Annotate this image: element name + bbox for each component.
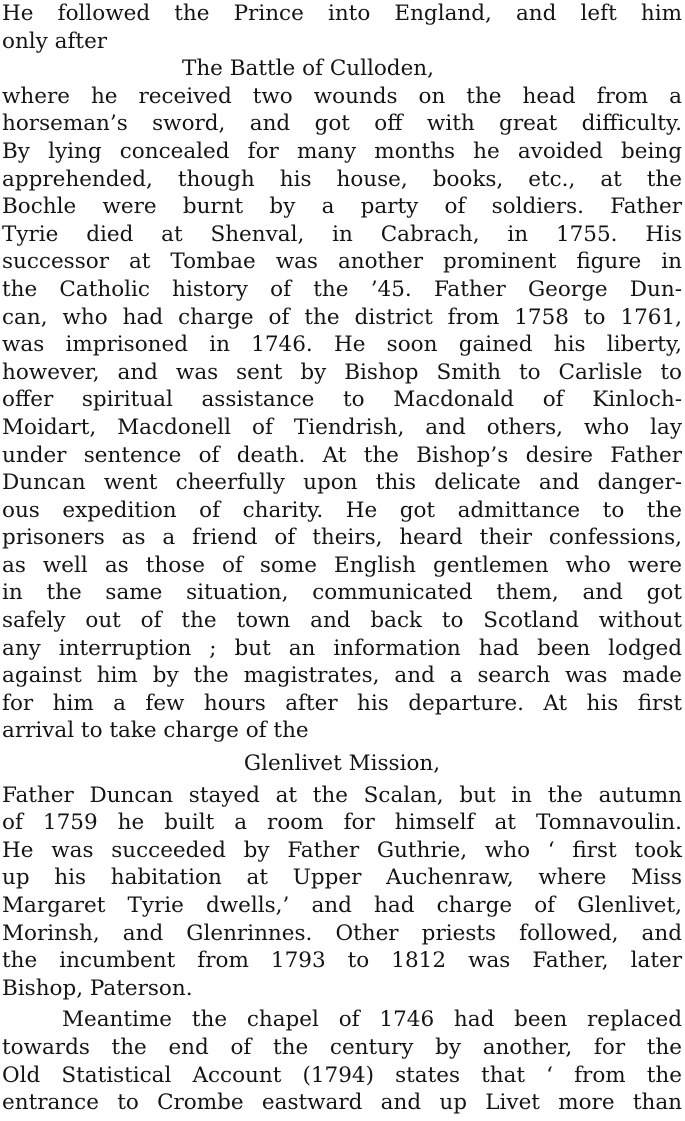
text-line: arrival to take charge of the <box>2 718 309 744</box>
text-line: of 1759 he built a room for himself at Tomnavoulin. <box>2 810 682 836</box>
text-line: the incumbent from 1793 to 1812 was Father, later <box>2 948 682 974</box>
text-line: where he received two wounds on the head from a <box>2 83 682 109</box>
section-heading: Glenlivet Mission, <box>243 751 441 777</box>
text-line: in the same situation, communicated them, and got <box>2 580 682 606</box>
text-line: prisoners as a friend of theirs, heard their confessions, <box>2 525 682 551</box>
text-line: He followed the Prince into England, and left him <box>2 1 682 26</box>
text-line: entrance to Crombe eastward and up Livet more than <box>2 1090 682 1116</box>
text-line: towards the end of the century by another, for the <box>2 1034 682 1060</box>
text-line: against him by the magistrates, and a search was made <box>2 663 682 689</box>
text-line: Bishop, Paterson. <box>2 975 193 1001</box>
text-line: Father Duncan stayed at the Scalan, but in the autumn <box>2 782 682 808</box>
text-line: only after <box>2 28 108 54</box>
text-line: Meantime the chapel of 1746 had been replaced <box>62 1007 682 1033</box>
section-heading: The Battle of Culloden, <box>182 56 434 82</box>
text-line: was imprisoned in 1746. He soon gained his liberty, <box>2 332 682 358</box>
text-line: successor at Tombae was another prominent figure in <box>2 249 682 275</box>
text-line: Moidart, Macdonell of Tiendrish, and others, who lay <box>2 414 682 440</box>
text-line: can, who had charge of the district from 1758 to 1761, <box>2 304 682 330</box>
text-line: Tyrie died at Shenval, in Cabrach, in 1755. His <box>2 221 682 247</box>
text-line: for him a few hours after his departure. At his first <box>2 690 682 716</box>
text-line: By lying concealed for many months he avoided being <box>2 138 682 164</box>
text-line: Margaret Tyrie dwells,’ and had charge of Glenlivet, <box>2 893 682 918</box>
text-line: the Catholic history of the ’45. Father George Dun- <box>2 276 682 302</box>
text-line: Bochle were burnt by a party of soldiers. Father <box>2 194 682 220</box>
text-line: safely out of the town and back to Scotland without <box>2 608 682 634</box>
text-line: offer spiritual assistance to Macdonald of Kinloch- <box>2 387 682 413</box>
text-line: up his habitation at Upper Auchenraw, where Miss <box>2 865 682 891</box>
text-line: horseman’s sword, and got off with great difficulty. <box>2 111 682 137</box>
text-line: as well as those of some English gentlemen who were <box>2 552 682 578</box>
text-line: Duncan went cheerfully upon this delicate and danger- <box>2 470 682 496</box>
text-line: under sentence of death. At the Bishop’s desire Father <box>2 442 682 468</box>
text-line: ous expedition of charity. He got admittance to the <box>2 497 682 523</box>
text-line: any interruption ; but an information had been lodged <box>2 635 682 661</box>
text-line: however, and was sent by Bishop Smith to Carlisle to <box>2 359 682 385</box>
text-line: Old Statistical Account (1794) states that ‘ from the <box>2 1062 682 1088</box>
text-line: He was succeeded by Father Guthrie, who ‘ first took <box>2 837 682 863</box>
text-line: Morinsh, and Glenrinnes. Other priests followed, and <box>2 920 682 946</box>
text-line: apprehended, though his house, books, etc., at the <box>2 166 682 192</box>
